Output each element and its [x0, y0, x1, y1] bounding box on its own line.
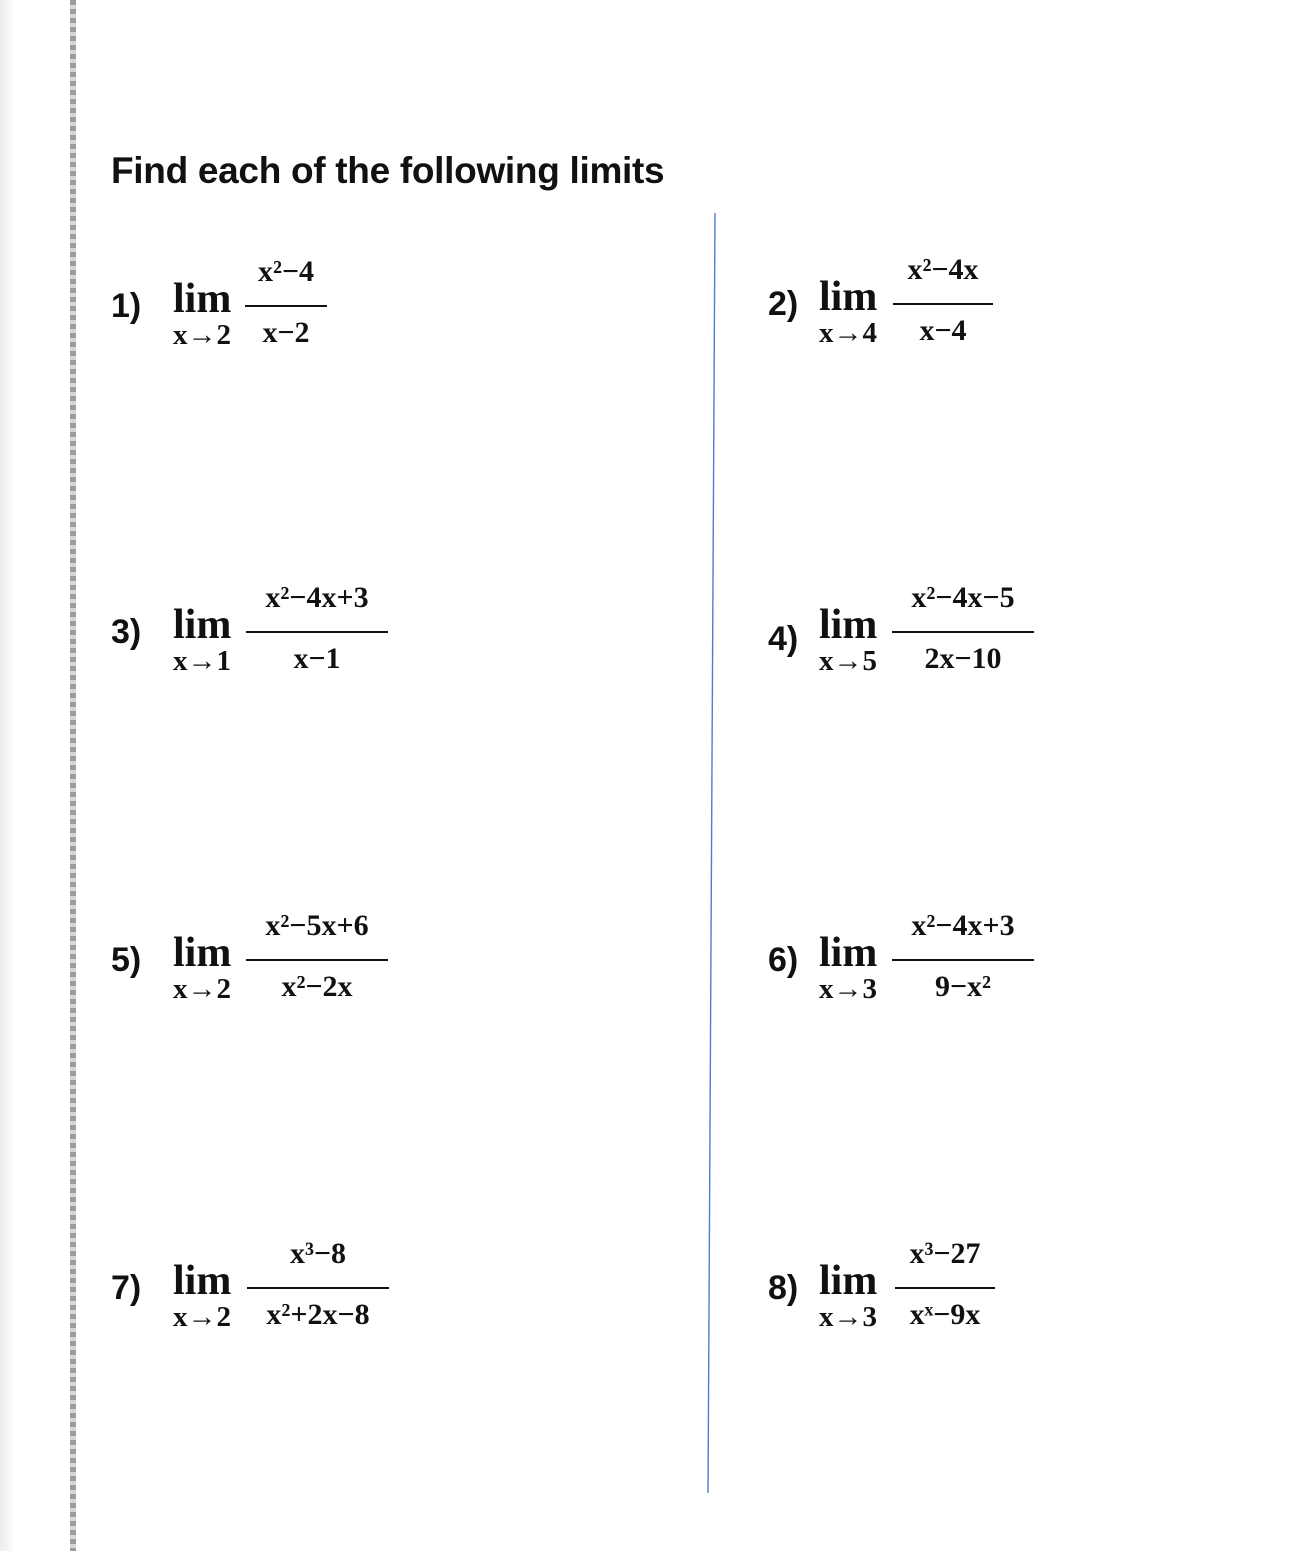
fraction-bar	[245, 305, 327, 307]
problem-number: 8)	[768, 1269, 799, 1307]
numerator: x³−27	[909, 1237, 981, 1270]
problem-5	[111, 909, 531, 1024]
denominator: x−4	[919, 314, 967, 347]
limit-operator: lim	[173, 602, 232, 648]
fraction-bar	[892, 631, 1034, 633]
problem-3	[111, 581, 531, 696]
denominator: xˣ−9x	[909, 1298, 981, 1331]
problem-number: 1)	[111, 287, 142, 325]
numerator: x³−8	[289, 1237, 347, 1270]
denominator: x−2	[262, 316, 310, 349]
limit-approach: x→1	[173, 645, 231, 677]
problem-number: 5)	[111, 941, 142, 979]
problem-number: 4)	[768, 620, 799, 658]
problem-8	[768, 1237, 1188, 1352]
problem-number: 2)	[768, 285, 799, 323]
column-divider	[707, 213, 717, 1493]
limit-operator: lim	[819, 930, 878, 976]
problem-number: 7)	[111, 1269, 142, 1307]
problem-7	[111, 1237, 531, 1352]
problem-6	[768, 909, 1188, 1024]
limit-operator: lim	[173, 930, 232, 976]
denominator: 9−x²	[934, 970, 992, 1003]
denominator: 2x−10	[924, 642, 1002, 675]
limit-operator: lim	[173, 1258, 232, 1304]
limit-operator: lim	[819, 274, 878, 320]
fraction-bar	[246, 959, 388, 961]
worksheet-heading: Find each of the following limits	[111, 150, 665, 191]
problem-2	[768, 253, 1188, 368]
limit-operator: lim	[819, 1258, 878, 1304]
numerator: x²−4x+3	[911, 909, 1015, 942]
fraction-bar	[246, 631, 388, 633]
limit-approach: x→2	[173, 319, 231, 351]
denominator: x−1	[293, 642, 341, 675]
numerator: x²−4x−5	[911, 581, 1015, 614]
page-edge	[70, 0, 76, 1551]
fraction-bar	[892, 959, 1034, 961]
numerator: x²−4x	[907, 253, 979, 286]
fraction-bar	[895, 1287, 995, 1289]
problem-4	[768, 581, 1188, 696]
denominator: x²+2x−8	[266, 1298, 370, 1331]
limit-approach: x→5	[819, 645, 877, 677]
fraction-bar	[893, 303, 993, 305]
viewer-left-gutter	[0, 0, 68, 1551]
limit-approach: x→2	[173, 1301, 231, 1333]
denominator: x²−2x	[281, 970, 353, 1003]
limit-approach: x→4	[819, 317, 877, 349]
numerator: x²−4x+3	[265, 581, 369, 614]
limit-approach: x→3	[819, 1301, 877, 1333]
problem-number: 3)	[111, 613, 142, 651]
limit-operator: lim	[819, 602, 878, 648]
limit-approach: x→2	[173, 973, 231, 1005]
fraction-bar	[247, 1287, 389, 1289]
numerator: x²−5x+6	[265, 909, 369, 942]
numerator: x²−4	[257, 255, 315, 288]
problem-1	[111, 255, 531, 370]
limit-approach: x→3	[819, 973, 877, 1005]
problem-number: 6)	[768, 941, 799, 979]
limit-operator: lim	[173, 276, 232, 322]
